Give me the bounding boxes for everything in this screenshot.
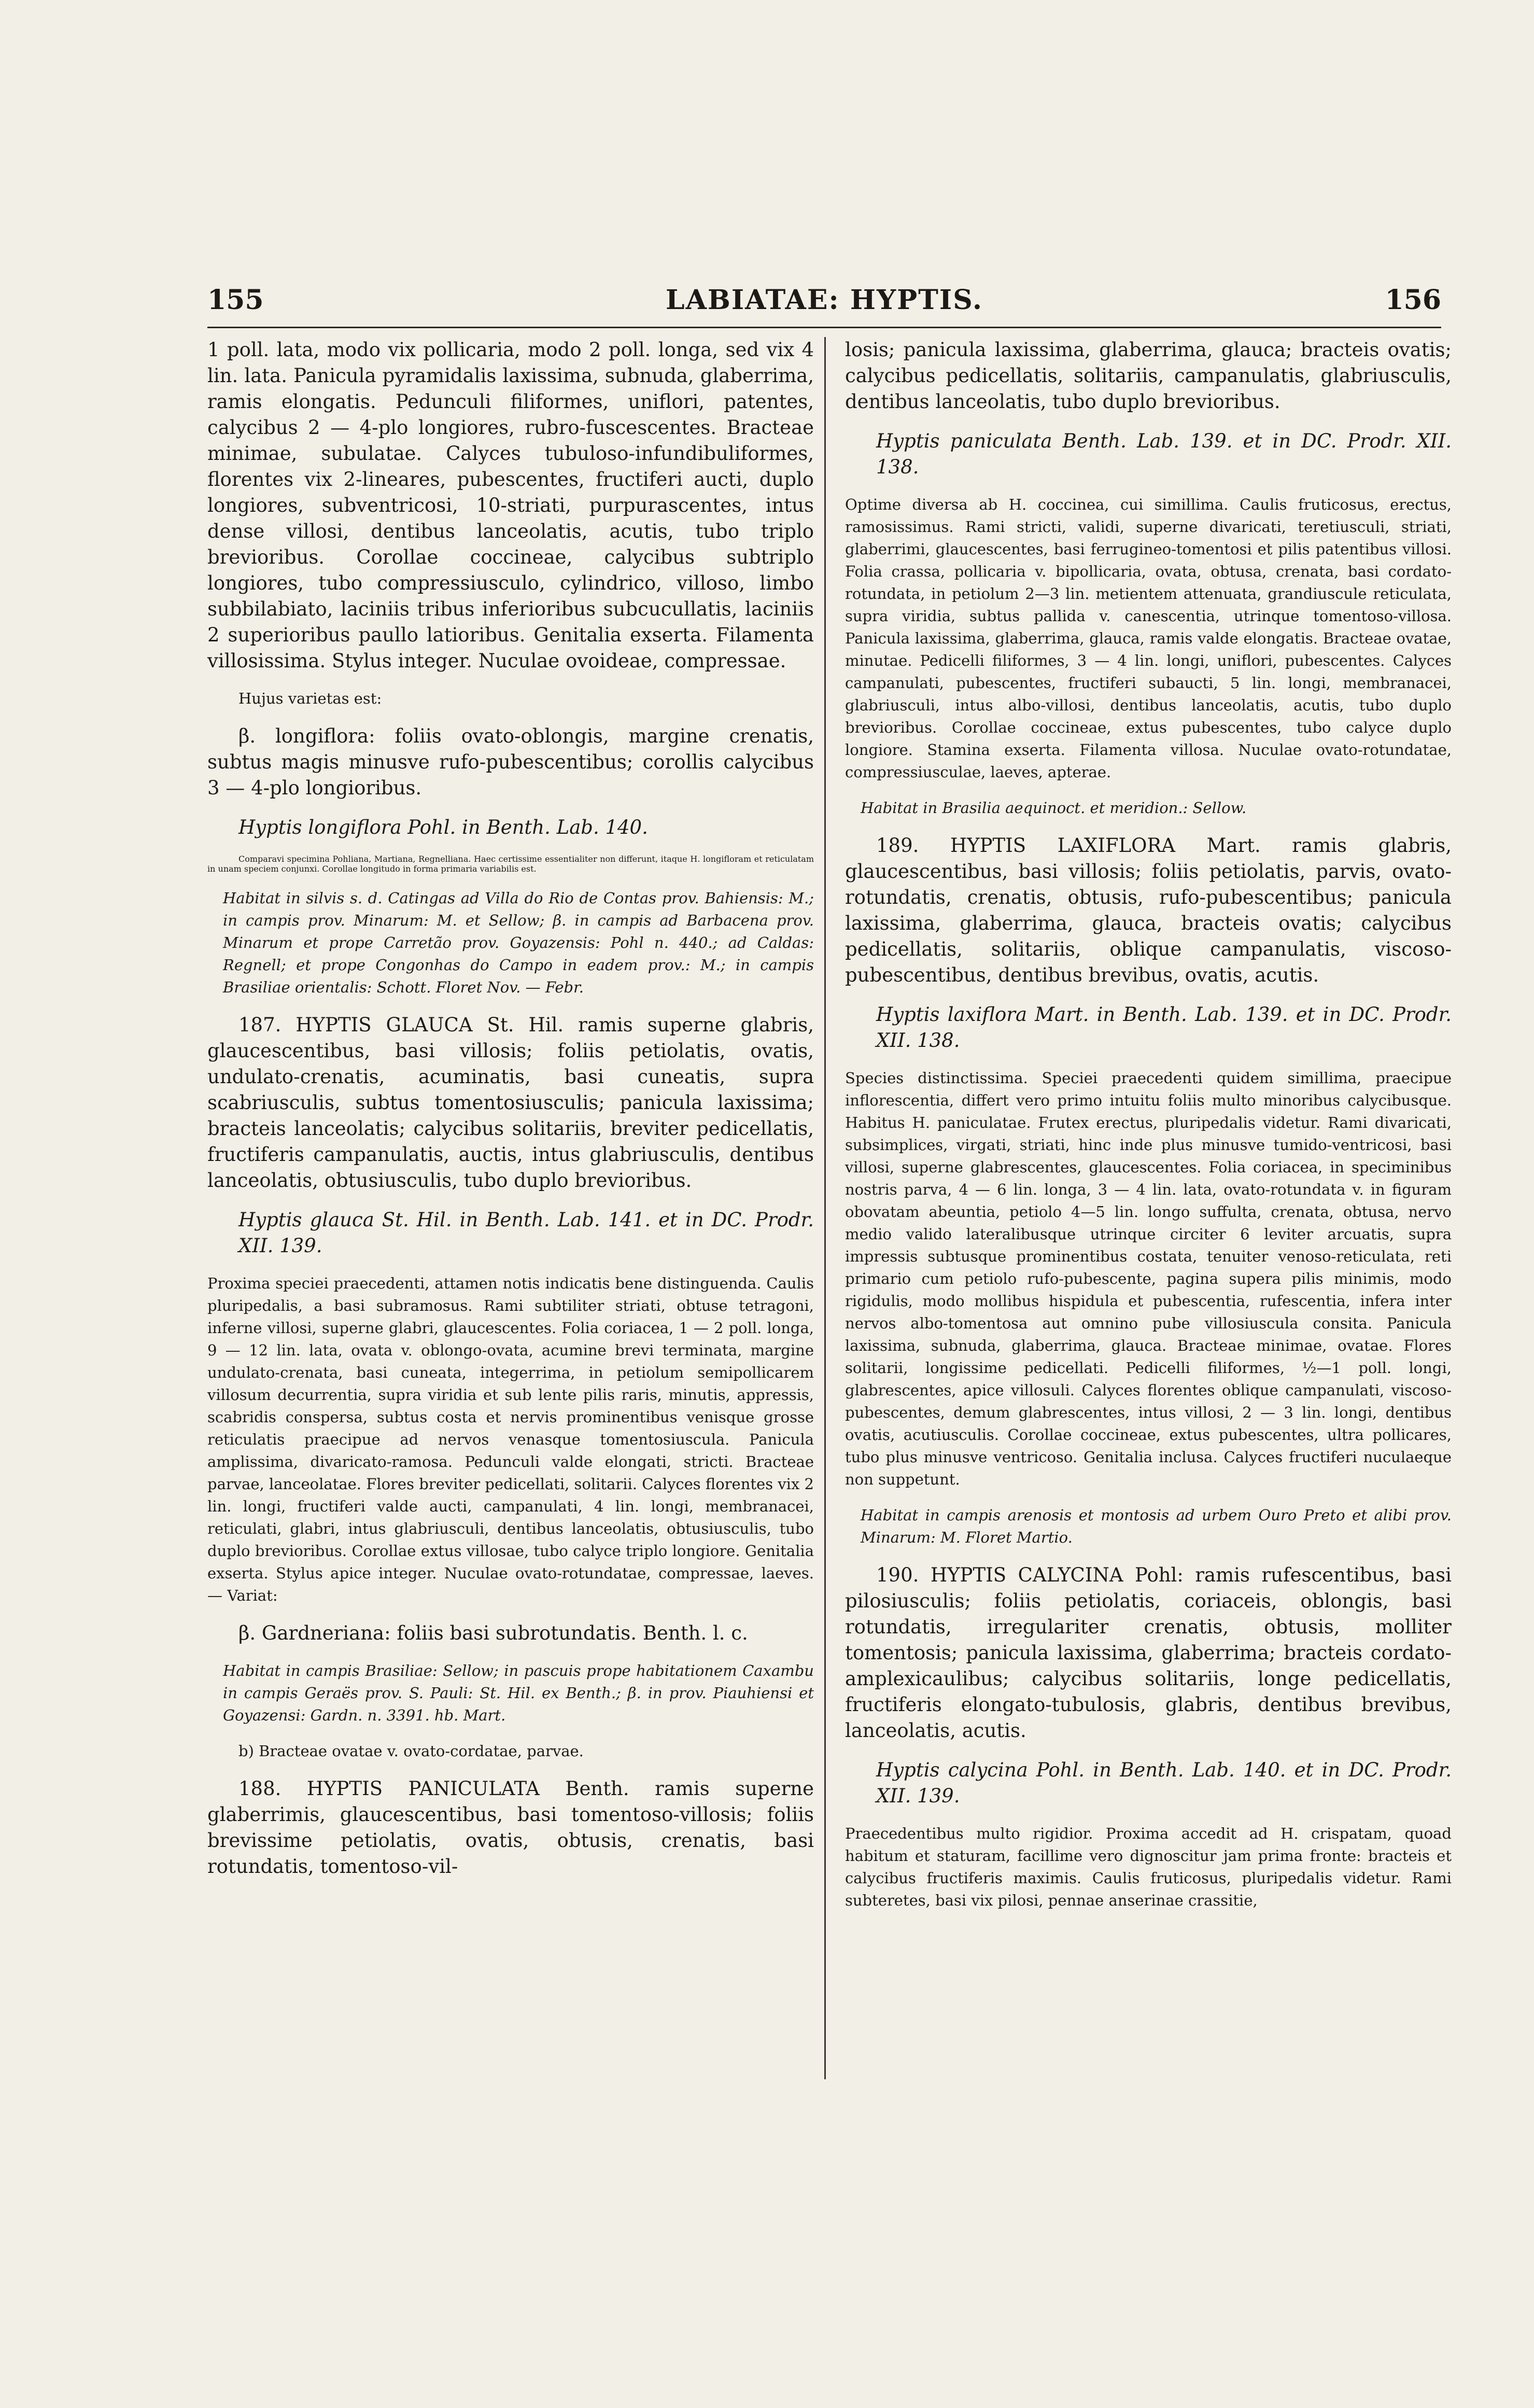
right-column-paragraph: Species distinctissima. Speciei praecedenti quidem simillima, praecipue inflorescentia, differt vero primo intuitu foliis multo minoribus calycibusque. Habitus H. paniculatae. Frutex erectus, pluripedalis videtur. Rami divaricati, subsimplices, virgati, striati, hinc inde plus minusve tumido-ventricosi, basi villosi, superne glabrescentes, glaucescentes. Folia coriacea, in speciminibus nostris parva, 4 — 6 lin. longa, 3 — 4 lin. lata, ovato-rotundata v. in figuram obovatam abeuntia, petiolo 4—5 lin. longo suffulta, crenata, obtusa, nervo medio valido lateralibusque utrinque circiter 6 leviter arcuatis, supra impressis subtusque prominentibus costata, tenuiter venoso-reticulata, reti primario cum petiolo rufo-pubescente, pagina supera pilis minimis, modo rigidulis, modo mollibus hispidula et pubescentia, rufescentia, infera inter nervos albo-tomentosa aut omnino pube villosiuscula consita. Panicula laxissima, subnuda, glaberrima, glauca. Bracteae minimae, ovatae. Flores solitarii, longissime pedicellati. Pedicelli filiformes, ½—1 poll. longi, glabrescentes, apice villosuli. Calyces florentes oblique campanulati, viscoso-pubescentes, demum glabrescentes, intus villosi, 2 — 3 lin. longi, dentibus ovatis, acutiusculis. Corollae coccineae, extus pubescentes, ultra pollicares, tubo plus minusve ventricoso. Genitalia inclusa. Calyces fructiferi nuculaeque non suppetunt. <box>845 1069 1452 1488</box>
left-column-paragraph: Habitat in campis Brasiliae: Sellow; in pascuis prope habitationem Caxambu in campis Geraës prov. S. Pauli: St. Hil. ex Benth.; β. in prov. Piauhiensi et Goyazensi: Gardn. n. 3391. hb. Mart. <box>223 1662 814 1724</box>
left-column-paragraph: β. longiflora: foliis ovato-oblongis, margine crenatis, subtus magis minusve rufo-pubescentibus; corollis calycibus 3 — 4-plo longioribus. <box>207 725 814 799</box>
left-column <box>207 337 814 1893</box>
left-column-paragraph: Hyptis glauca St. Hil. in Benth. Lab. 141. et in DC. Prodr. XII. 139. <box>238 1209 814 1257</box>
running-title: LABIATAE: HYPTIS. <box>666 284 983 316</box>
right-column-paragraph: losis; panicula laxissima, glaberrima, glauca; bracteis ovatis; calycibus pedicellatis, solitariis, campanulatis, glabriusculis, dentibus lanceolatis, tubo duplo brevioribus. <box>845 339 1452 413</box>
left-column-paragraph: Hujus varietas est: <box>238 690 382 707</box>
left-column-paragraph: Comparavi specimina Pohliana, Martiana, Regnelliana. Haec certissime essentialiter non differunt, itaque H. longifloram et reticulatam in unam speciem conjunxi. Corollae longitudo in forma primaria variabilis est. <box>207 854 814 874</box>
left-column-paragraph: 187. HYPTIS GLAUCA St. Hil. ramis superne glabris, glaucescentibus, basi villosis; foliis petiolatis, ovatis, undulato-crenatis, acuminatis, basi cuneatis, supra scabriusculis, subtus tomentosiusculis; panicula laxissima; bracteis lanceolatis; calycibus solitariis, breviter pedicellatis, fructiferis campanulatis, auctis, intus glabriusculis, dentibus lanceolatis, obtusiusculis, tubo duplo brevioribus. <box>207 1014 814 1192</box>
left-column-paragraph: Proxima speciei praecedenti, attamen notis indicatis bene distinguenda. Caulis pluripedalis, a basi subramosus. Rami subtiliter striati, obtuse tetragoni, inferne villosi, superne glabri, glaucescentes. Folia coriacea, 1 — 2 poll. longa, 9 — 12 lin. lata, ovata v. oblongo-ovata, acumine brevi terminata, margine undulato-crenata, basi cuneata, integerrima, in petiolum semipollicarem villosum decurrentia, supra viridia et sub lente pilis raris, minutis, appressis, scabridis conspersa, subtus costa et nervis prominentibus venisque grosse reticulatis praecipue ad nervos venasque tomentosiuscula. Panicula amplissima, divaricato-ramosa. Pedunculi valde elongati, stricti. Bracteae parvae, lanceolatae. Flores breviter pedicellati, solitarii. Calyces florentes vix 2 lin. longi, fructiferi valde aucti, campanulati, 4 lin. longi, membranacei, reticulati, glabri, intus glabriusculi, dentibus lanceolatis, obtusiusculis, tubo duplo brevioribus. Corollae extus villosae, tubo calyce triplo longiore. Genitalia exserta. Stylus apice integer. Nuculae ovato-rotundatae, compressae, laeves. — Variat: <box>207 1275 814 1604</box>
right-column-paragraph: Hyptis paniculata Benth. Lab. 139. et in DC. Prodr. XII. 138. <box>876 430 1452 478</box>
right-column-paragraph: Hyptis laxiflora Mart. in Benth. Lab. 139. et in DC. Prodr. XII. 138. <box>876 1003 1452 1052</box>
left-column-paragraph: Habitat in silvis s. d. Catingas ad Villa do Rio de Contas prov. Bahiensis: M.; in campis prov. Minarum: M. et Sellow; β. in campis ad Barbacena prov. Minarum et prope Carretão prov. Goyazensis: Pohl n. 440.; ad Caldas: Regnell; et prope Congonhas do Campo in eadem prov.: M.; in campis Brasiliae orientalis: Schott. Floret Nov. — Febr. <box>223 889 814 996</box>
left-column-paragraph: 1 poll. lata, modo vix pollicaria, modo 2 poll. longa, sed vix 4 lin. lata. Panicula pyramidalis laxissima, subnuda, glaberrima, ramis elongatis. Pedunculi filiformes, uniflori, patentes, calycibus 2 — 4-plo longiores, rubro-fuscescentes. Bracteae minimae, subulatae. Calyces tubuloso-infundibuliformes, florentes vix 2-lineares, pubescentes, fructiferi aucti, duplo longiores, subventricosi, 10-striati, purpurascentes, intus dense villosi, dentibus lanceolatis, acutis, tubo triplo brevioribus. Corollae coccineae, calycibus subtriplo longiores, tubo compressiusculo, cylindrico, villoso, limbo subbilabiato, laciniis tribus inferioribus subcucullatis, laciniis 2 superioribus paullo latioribus. Genitalia exserta. Filamenta villosissima. Stylus integer. Nuculae ovoideae, compressae. <box>207 339 814 672</box>
page-number-right: 156 <box>1385 284 1441 316</box>
right-column-paragraph: Optime diversa ab H. coccinea, cui simillima. Caulis fruticosus, erectus, ramosissimus. Rami stricti, validi, superne divaricati, teretiusculi, striati, glaberrimi, glaucescentes, basi ferrugineo-tomentosi et pilis patentibus villosi. Folia crassa, pollicaria v. bipollicaria, ovata, obtusa, crenata, basi cordato-rotundata, in petiolum 2—3 lin. metientem attenuata, grandiuscule reticulata, supra viridia, subtus pallida v. canescentia, utrinque tomentoso-villosa. Panicula laxissima, glaberrima, glauca, ramis valde elongatis. Bracteae ovatae, minutae. Pedicelli filiformes, 3 — 4 lin. longi, uniflori, pubescentes. Calyces campanulati, pubescentes, fructiferi subaucti, 5 lin. longi, membranacei, glabriusculi, intus albo-villosi, dentibus lanceolatis, acutis, tubo duplo brevioribus. Corollae coccineae, extus pubescentes, tubo calyce duplo longiore. Stamina exserta. Filamenta villosa. Nuculae ovato-rotundatae, compressiusculae, laeves, apterae. <box>845 496 1452 781</box>
left-column-paragraph: β. Gardneriana: foliis basi subrotundatis. Benth. l. c. <box>238 1622 748 1644</box>
header-rule <box>207 327 1441 328</box>
right-column-paragraph: Habitat in campis arenosis et montosis ad urbem Ouro Preto et alibi prov. Minarum: M. Floret Martio. <box>861 1506 1452 1546</box>
right-column-paragraph: 189. HYPTIS LAXIFLORA Mart. ramis glabris, glaucescentibus, basi villosis; foliis petiolatis, parvis, ovato-rotundatis, crenatis, obtusis, rufo-pubescentibus; panicula laxissima, glaberrima, glauca, bracteis ovatis; calycibus pedicellatis, solitariis, oblique campanulatis, viscoso-pubescentibus, dentibus brevibus, ovatis, acutis. <box>845 834 1452 986</box>
right-column-paragraph: 190. HYPTIS CALYCINA Pohl: ramis rufescentibus, basi pilosiusculis; foliis petiolatis, coriaceis, oblongis, basi rotundatis, irregulariter crenatis, obtusis, molliter tomentosis; panicula laxissima, glaberrima; bracteis cordato-amplexicaulibus; calycibus solitariis, longe pedicellatis, fructiferis elongato-tubulosis, glabris, dentibus brevibus, lanceolatis, acutis. <box>845 1564 1452 1742</box>
page-header <box>207 284 1441 326</box>
left-column-paragraph: 188. HYPTIS PANICULATA Benth. ramis superne glaberrimis, glaucescentibus, basi tomentoso-villosis; foliis brevissime petiolatis, ovatis, obtusis, crenatis, basi rotundatis, tomentoso-vil- <box>207 1777 814 1878</box>
right-column-paragraph: Praecedentibus multo rigidior. Proxima accedit ad H. crispatam, quoad habitum et staturam, facillime vero dignoscitur jam prima fronte: bracteis et calycibus fructiferis maximis. Caulis fruticosus, pluripedalis videtur. Rami subteretes, basi vix pilosi, pennae anserinae crassitie, <box>845 1825 1452 1909</box>
left-column-paragraph: Hyptis longiflora Pohl. in Benth. Lab. 140. <box>238 816 648 838</box>
page-number-left: 155 <box>207 284 264 316</box>
right-column-paragraph: Habitat in Brasilia aequinoct. et meridion.: Sellow. <box>861 799 1247 817</box>
right-column <box>845 337 1452 1925</box>
right-column-paragraph: Hyptis calycina Pohl. in Benth. Lab. 140. et in DC. Prodr. XII. 139. <box>876 1759 1452 1807</box>
left-column-paragraph: b) Bracteae ovatae v. ovato-cordatae, parvae. <box>238 1742 584 1760</box>
column-divider <box>824 337 826 2079</box>
